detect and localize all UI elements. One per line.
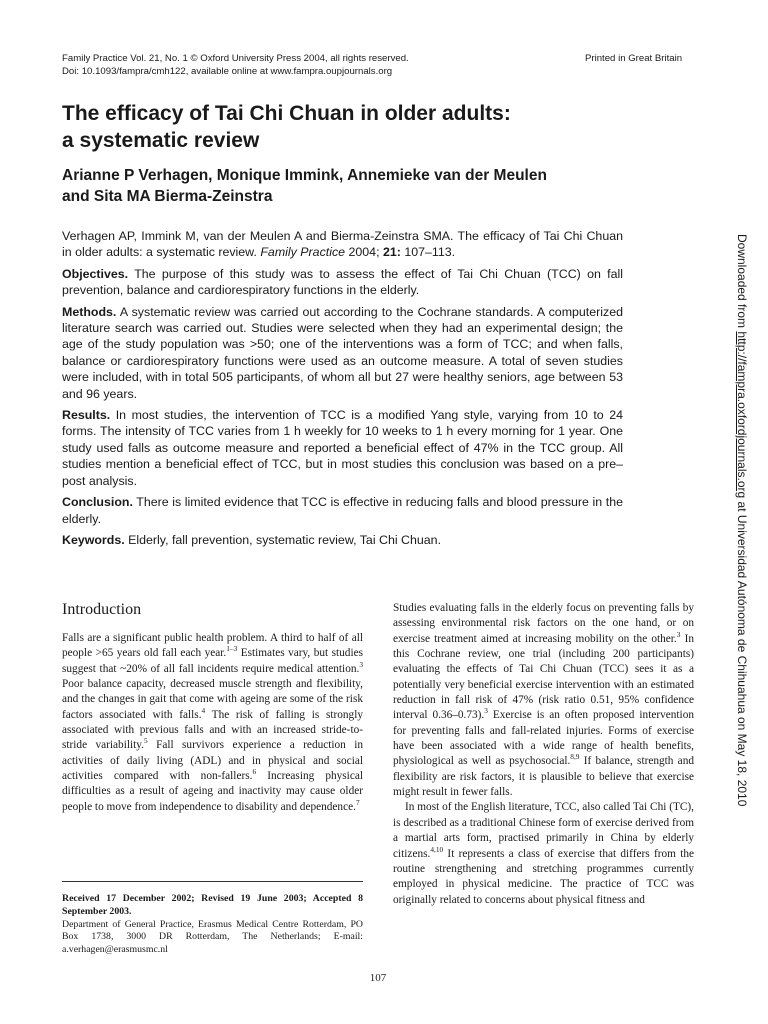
footnote-divider — [62, 881, 363, 882]
abstract-conclusion: Conclusion. There is limited evidence that TCC is effective in reducing falls and blood pressure in the elderly. — [62, 495, 623, 526]
citation: Verhagen AP, Immink M, van der Meulen A and Bierma-Zeinstra SMA. The efficacy of Tai Chi Chuan in older adults: a systematic review. Family Practice 2004; 21: 107–113. — [62, 229, 623, 260]
intro-paragraph: Studies evaluating falls in the elderly focus on preventing falls by assessing environmental risk factors on the one hand, or on exercise treatment aimed at increasing mobility on the other.$^3$ In this Cochrane review, one trial (including 200 participants) evaluating the effects of Tai Chi Chuan (TCC) sees it as a potentially very beneficial exercise intervention with an estimated reduction in fall risk of 47% (risk ratio 0.51, 95% confidence interval 0.36–0.73).$^3$ Exercise is an often proposed intervention for preventing falls and fall-related injuries. Forms of exercise have been associated with a wide range of health benefits, physiological as well as psychosocial.$^{8,9}$ If balance, strength and flexibility are risk factors, it is plausible to believe that exercise might result in fewer falls. — [393, 602, 694, 799]
citation-volume: 21: — [382, 245, 401, 260]
authors-line-2: and Sita MA Bierma-Zeinstra — [62, 188, 273, 205]
article-footnote — [62, 893, 363, 957]
journal-header — [62, 52, 409, 78]
section-heading-introduction: Introduction — [62, 601, 142, 618]
abstract-methods: Methods. A systematic review was carried out according to the Cochrane standards. A computerized literature search was carried out. Studies were selected when they had an experimental design; the age of the study population was >50; one of the interventions was a form of TCC; and when falls, balance or cardiorespiratory functions were used as an outcome measure. A total of seven studies were included, with in total 505 participants, of whom all but 27 were healthy seniors, age between 53 and 96 years. — [62, 304, 623, 401]
text-column-left — [62, 631, 363, 815]
authors-line-1: Arianne P Verhagen, Monique Immink, Annemieke van der Meulen — [62, 167, 547, 184]
title-line-2: a systematic review — [62, 129, 260, 152]
page-number: 107 — [369, 972, 387, 984]
download-sidebar: Downloaded from http://fampra.oxfordjournals.org at Universidad Autónoma de Chihuahua on May 18, 2010 — [735, 234, 749, 807]
abstract-keywords: Keywords. Elderly, fall prevention, systematic review, Tai Chi Chuan. — [62, 532, 442, 547]
abstract-results: Results. In most studies, the intervention of TCC is a modified Yang style, varying from 10 to 24 forms. The intensity of TCC varies from 1 h weekly for 10 weeks to 1 h every morning for 1 year. One study used falls as outcome measure and reported a beneficial effect of 47% in the TCC group. All studies mention a beneficial effect of TCC, but in most studies this conclusion was based on a pre–post analysis. — [62, 408, 623, 488]
journal-line: Family Practice Vol. 21, No. 1 © Oxford University Press 2004, all rights reserved. — [62, 53, 409, 64]
text-column-right — [393, 601, 694, 908]
intro-paragraph: Falls are a significant public health problem. A third to half of all people >65 years old fall each year.$^{1-3}$ Estimates vary, but studies suggest that ~20% of all fall incidents require medical attention.$^3$ Poor balance capacity, decreased muscle strength and flexibility, and the changes in gait that come with ageing are some of the risk factors associated with falls.$^4$ The risk of falling is strongly associated with previous falls and with an increased stride-to-stride variability.$^5$ Fall survivors experience a reduction in activities of daily living (ADL) and in physical and social activities compared with non-fallers.$^6$ Increasing physical difficulties as a result of ageing and inactivity may cause older people to move from independence to disability and dependence.$^7$ — [62, 632, 363, 813]
abstract-objectives: Objectives. The purpose of this study was to assess the effect of Tai Chi Chuan (TCC) on fall prevention, balance and cardiorespiratory functions in the elderly. — [62, 266, 623, 298]
doi-line: Doi: 10.1093/fampra/cmh122, available online at www.fampra.oupjournals.org — [62, 66, 393, 77]
article-title — [62, 100, 682, 154]
received-dates: Received 17 December 2002; Revised 19 June 2003; Accepted 8 September 2003. — [62, 893, 363, 917]
abstract — [62, 228, 623, 553]
author-list — [62, 165, 682, 207]
citation-journal: Family Practice — [260, 245, 346, 260]
printed-in-label: Printed in Great Britain — [585, 53, 683, 64]
title-line-1: The efficacy of Tai Chi Chuan in older adults: — [62, 102, 511, 125]
author-address: Department of General Practice, Erasmus Medical Centre Rotterdam, PO Box 1738, 3000 DR Rotterdam, The Netherlands; E-mail: a.verhagen@erasmusmc.nl — [62, 918, 363, 956]
journal-site-link[interactable]: http://fampra.oxfordjournals.org — [735, 331, 749, 499]
intro-paragraph: In most of the English literature, TCC, also called Tai Chi (TC), is described as a traditional Chinese form of exercise derived from a martial arts form, practised primarily in China by elderly citizens.$^{4,10}$ It represents a class of exercise that differs from the routine strengthening and stretching programmes currently employed in physical medicine. The practice of TCC was originally related to concerns about physical fitness and — [393, 801, 694, 906]
